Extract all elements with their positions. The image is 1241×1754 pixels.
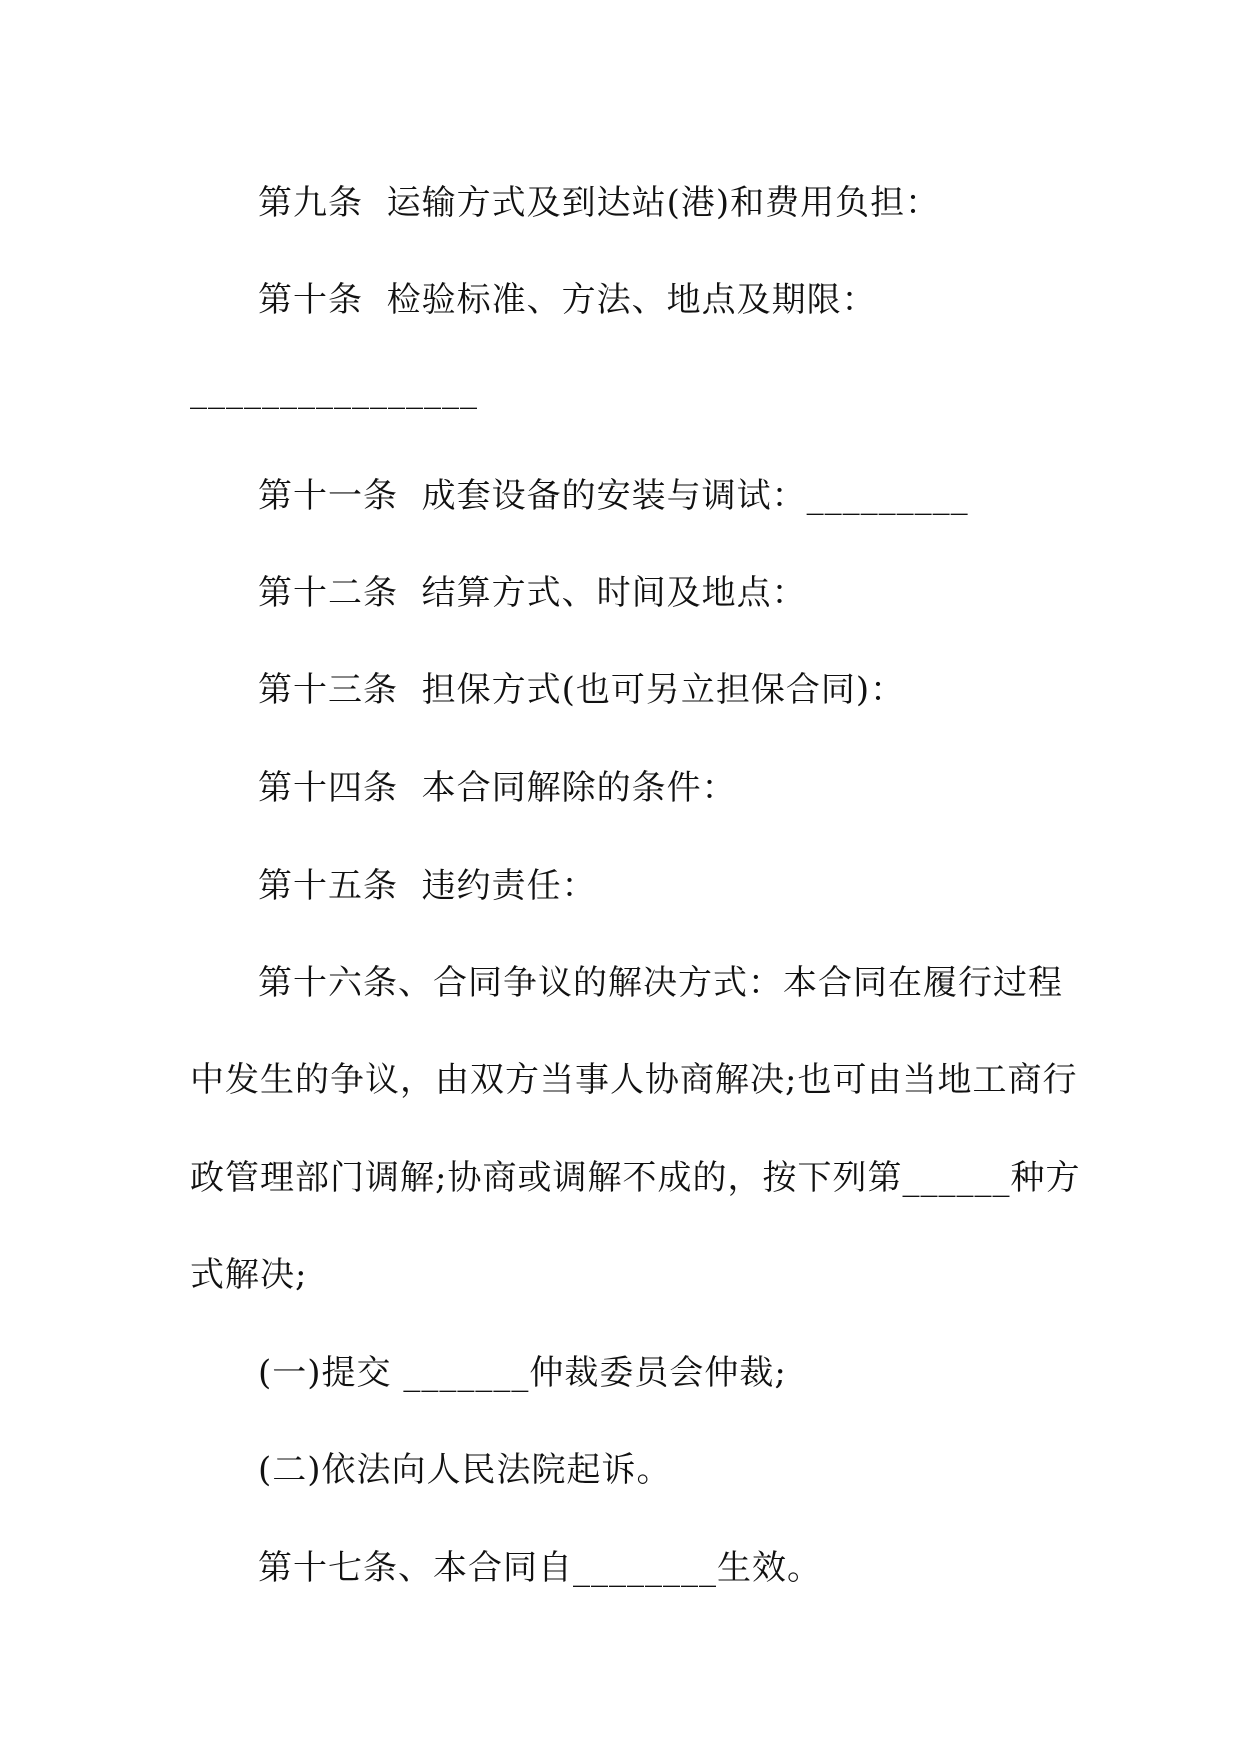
option-2: (二)依法向人民法院起诉。: [258, 1450, 672, 1490]
article-16-line-1: 第十六条、合同争议的解决方式：本合同在履行过程: [258, 963, 1063, 1003]
article-13: 第十三条 担保方式(也可另立担保合同)：: [258, 670, 906, 710]
option-1: (一)提交 _______仲裁委员会仲裁;: [258, 1353, 787, 1393]
article-10: 第十条 检验标准、方法、地点及期限：: [258, 280, 877, 320]
blank-line: ________________: [190, 370, 478, 410]
article-16-line-3: 政管理部门调解;协商或调解不成的，按下列第______种方: [190, 1158, 1081, 1198]
article-11: 第十一条 成套设备的安装与调试：_________: [258, 476, 969, 516]
article-12: 第十二条 结算方式、时间及地点：: [258, 573, 807, 613]
article-16-line-4: 式解决;: [190, 1255, 308, 1295]
article-15: 第十五条 违约责任：: [258, 866, 597, 906]
article-14: 第十四条 本合同解除的条件：: [258, 768, 737, 808]
article-9: 第九条 运输方式及到达站(港)和费用负担：: [258, 183, 941, 223]
article-17: 第十七条、本合同自________生效。: [258, 1548, 822, 1588]
article-16-line-2: 中发生的争议，由双方当事人协商解决;也可由当地工商行: [190, 1060, 1078, 1100]
